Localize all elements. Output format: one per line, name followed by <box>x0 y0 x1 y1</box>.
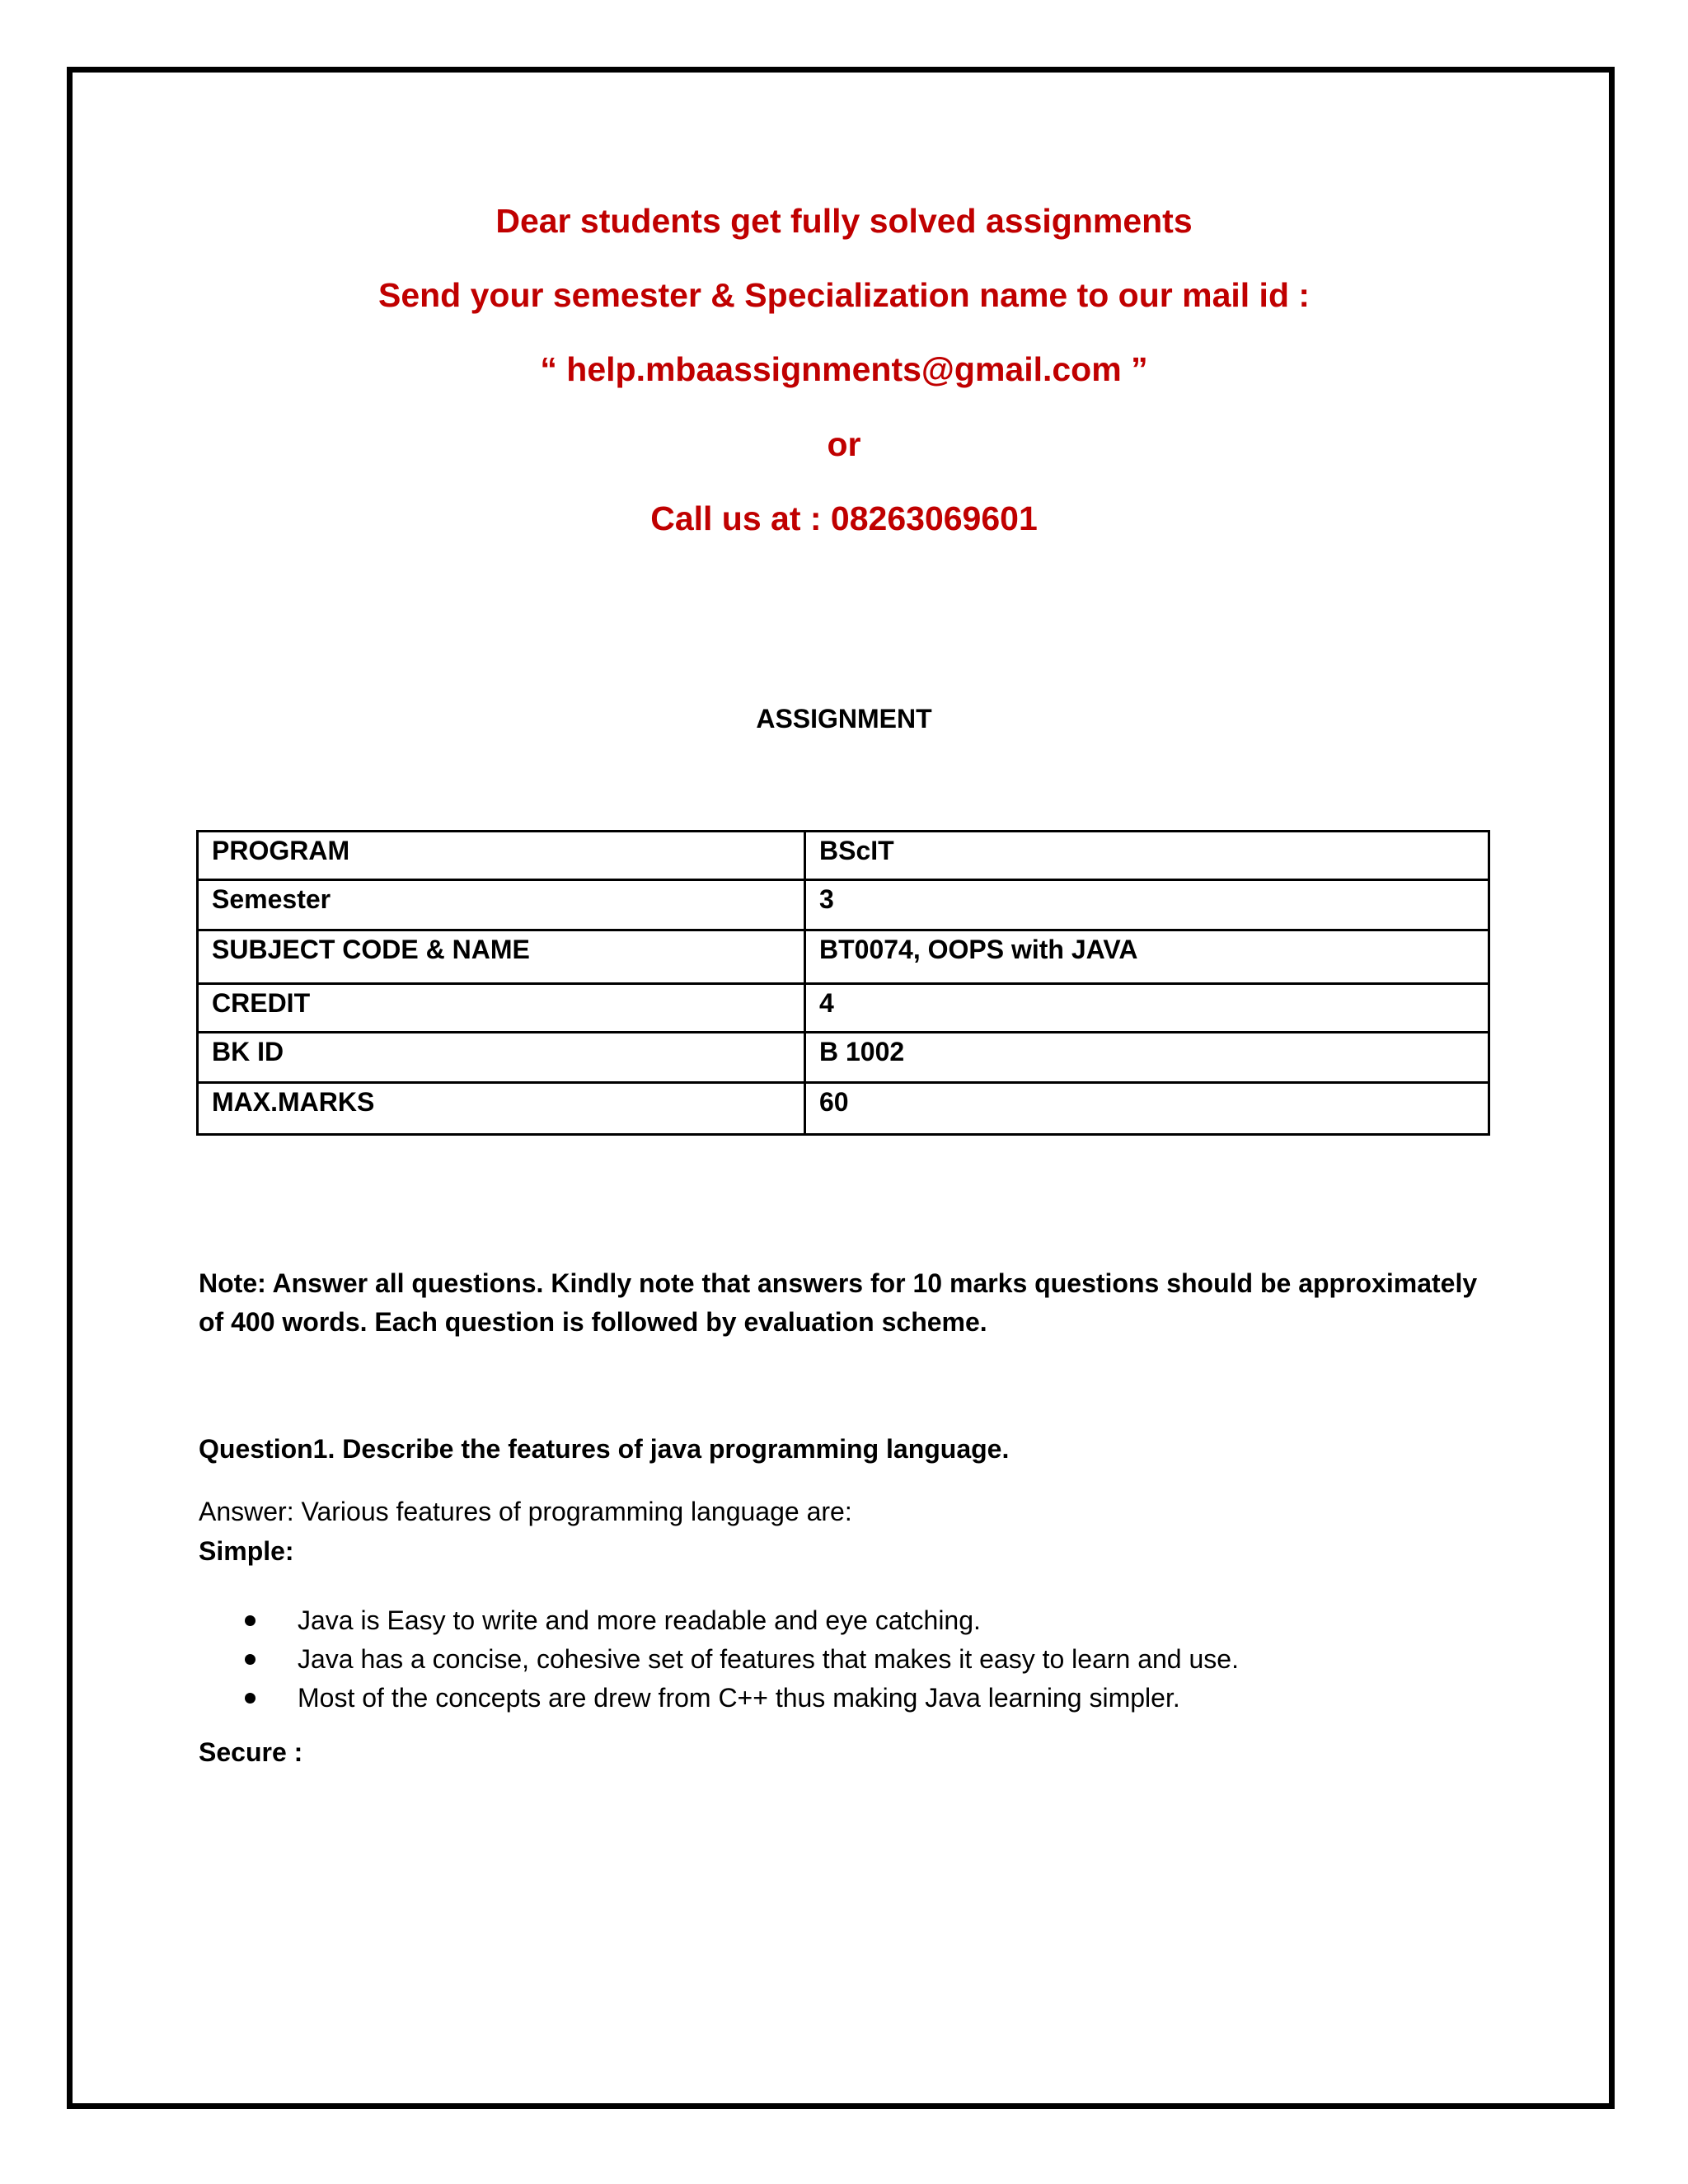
table-row <box>198 930 1489 984</box>
table-row <box>198 880 1489 930</box>
table-cell-value: BScIT <box>805 832 1489 880</box>
promo-line-phone: Call us at : 08263069601 <box>650 499 1038 537</box>
bullet-icon <box>245 1615 256 1626</box>
table-cell-label: PROGRAM <box>198 832 805 880</box>
promo-line-email: “ help.mbaassignments@gmail.com ” <box>540 350 1148 388</box>
list-item-text: Most of the concepts are drew from C++ thus making Java learning simpler. <box>298 1683 1180 1713</box>
table-row <box>198 1083 1489 1135</box>
assignment-heading: ASSIGNMENT <box>756 704 932 733</box>
list-item <box>199 1679 1239 1718</box>
bullet-icon <box>245 1654 256 1665</box>
simple-heading: Simple: <box>199 1536 294 1566</box>
simple-points-list <box>199 1601 1239 1718</box>
bullet-icon <box>245 1693 256 1704</box>
list-item <box>199 1601 1239 1640</box>
list-item <box>199 1640 1239 1679</box>
table-row <box>198 1033 1489 1083</box>
promo-line-or: or <box>827 425 861 463</box>
answer-intro: Answer: Various features of programming language are: <box>199 1497 852 1526</box>
table-cell-label: Semester <box>198 880 805 930</box>
table-cell-value: BT0074, OOPS with JAVA <box>805 930 1489 984</box>
table-cell-value: 60 <box>805 1083 1489 1135</box>
table-cell-value: 3 <box>805 880 1489 930</box>
promo-line-offer: Dear students get fully solved assignments <box>495 202 1193 240</box>
table-cell-label: SUBJECT CODE & NAME <box>198 930 805 984</box>
table-cell-value: 4 <box>805 984 1489 1033</box>
table-cell-label: BK ID <box>198 1033 805 1083</box>
table-cell-value: B 1002 <box>805 1033 1489 1083</box>
list-item-text: Java is Easy to write and more readable and eye catching. <box>298 1605 981 1635</box>
list-item-text: Java has a concise, cohesive set of features that makes it easy to learn and use. <box>298 1644 1239 1674</box>
table-row <box>198 984 1489 1033</box>
table-row <box>198 832 1489 880</box>
table-cell-label: CREDIT <box>198 984 805 1033</box>
question-1-title: Question1. Describe the features of java programming language. <box>199 1434 1010 1464</box>
promo-line-send-details: Send your semester & Specialization name to our mail id : <box>377 276 1311 314</box>
instructions-note: Note: Answer all questions. Kindly note that answers for 10 marks questions should be approximately of 400 words. Each question is followed by evaluation scheme. <box>199 1268 1478 1337</box>
assignment-info-table <box>196 830 1490 1136</box>
secure-heading: Secure : <box>199 1737 303 1767</box>
table-cell-label: MAX.MARKS <box>198 1083 805 1135</box>
